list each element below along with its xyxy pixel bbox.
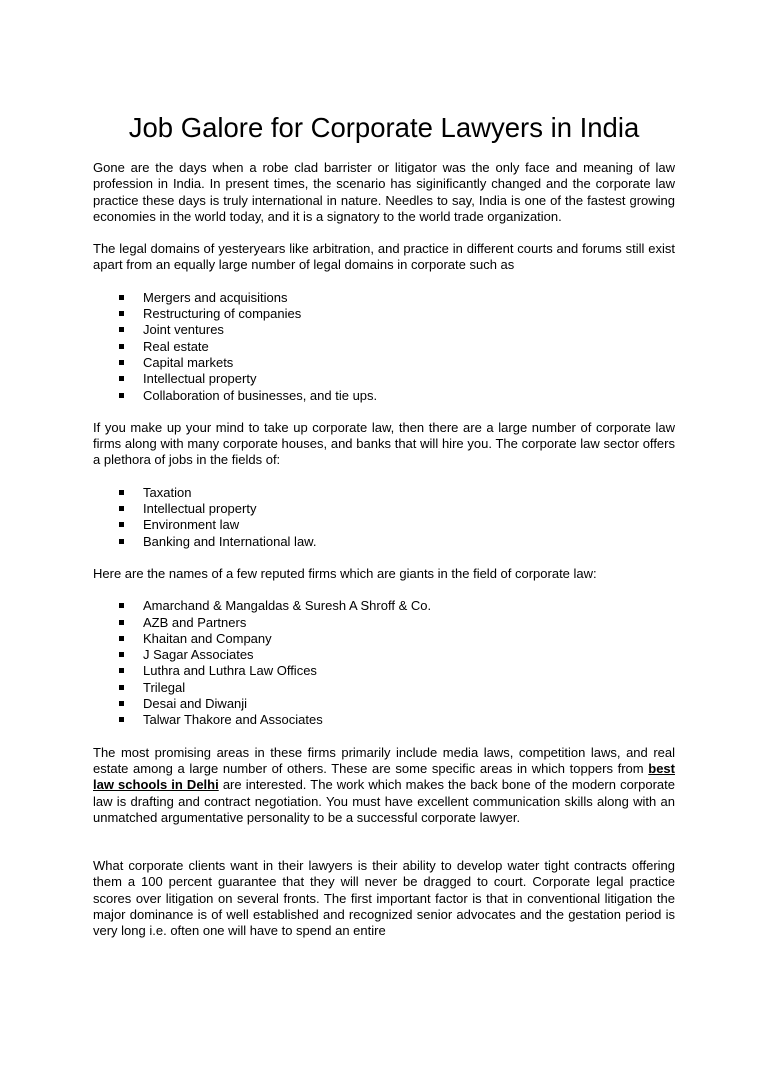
square-bullet-icon: [119, 311, 124, 316]
list-item: AZB and Partners: [93, 615, 675, 631]
square-bullet-icon: [119, 685, 124, 690]
clients-paragraph: What corporate clients want in their lawyers is their ability to develop water tight contracts offering them a 100 percent guarantee that they will never be dragged to court. Corporate legal practice scores over litigation on several fronts. The first important factor is that in conventional litigation the major dominance is of well established and recognized senior advocates and the gestation period is very long i.e. often one will have to spend an entire: [93, 858, 675, 939]
square-bullet-icon: [119, 636, 124, 641]
firms-list: [93, 598, 675, 728]
square-bullet-icon: [119, 620, 124, 625]
square-bullet-icon: [119, 376, 124, 381]
areas-paragraph: [93, 745, 675, 826]
list-item: Capital markets: [93, 355, 675, 371]
list-item: Amarchand & Mangaldas & Suresh A Shroff & Co.: [93, 598, 675, 614]
square-bullet-icon: [119, 295, 124, 300]
square-bullet-icon: [119, 701, 124, 706]
list-item: Mergers and acquisitions: [93, 290, 675, 306]
list-item: Environment law: [93, 517, 675, 533]
square-bullet-icon: [119, 539, 124, 544]
square-bullet-icon: [119, 668, 124, 673]
areas-text-start: The most promising areas in these firms primarily include media laws, competition laws, and real estate among a large number of others. These are some specific areas in which toppers from: [93, 744, 675, 776]
square-bullet-icon: [119, 522, 124, 527]
square-bullet-icon: [119, 652, 124, 657]
list-item: Joint ventures: [93, 322, 675, 338]
square-bullet-icon: [119, 506, 124, 511]
list-item: Intellectual property: [93, 371, 675, 387]
best-law-schools-link[interactable]: best law schools in Delhi: [93, 760, 675, 793]
list-item: Desai and Diwanji: [93, 696, 675, 712]
page-title: Job Galore for Corporate Lawyers in India: [128, 112, 640, 143]
list-item: Collaboration of businesses, and tie ups.: [93, 388, 675, 404]
firms-paragraph: Here are the names of a few reputed firms which are giants in the field of corporate law:: [93, 565, 597, 581]
intro-paragraph: Gone are the days when a robe clad barrister or litigator was the only face and meaning of law profession in India. In present times, the scenario has siginificantly changed and the corporate law practice these days is truly international in nature. Needles to say, India is one of the fastest growing economies in the world today, and it is a signatory to the world trade organization.: [93, 160, 675, 224]
list-item: Trilegal: [93, 680, 675, 696]
list-item: Luthra and Luthra Law Offices: [93, 663, 675, 679]
list-item: Khaitan and Company: [93, 631, 675, 647]
domains-list: [93, 290, 675, 404]
fields-list: [93, 485, 675, 550]
areas-text-end: are interested. The work which makes the back bone of the modern corporate law is drafting and contract negotiation. You must have excellent communication skills along with an unmatched argumentative personality to be a successful corporate lawyer.: [93, 777, 676, 825]
square-bullet-icon: [119, 327, 124, 332]
square-bullet-icon: [119, 360, 124, 365]
list-item: Banking and International law.: [93, 534, 675, 550]
document-page: [93, 110, 675, 956]
list-item: Real estate: [93, 339, 675, 355]
list-item: Talwar Thakore and Associates: [93, 712, 675, 728]
domains-paragraph: The legal domains of yesteryears like arbitration, and practice in different courts and forums still exist apart from an equally large number of legal domains in corporate such as: [93, 241, 675, 273]
square-bullet-icon: [119, 717, 124, 722]
list-item: J Sagar Associates: [93, 647, 675, 663]
list-item: Restructuring of companies: [93, 306, 675, 322]
list-item: Intellectual property: [93, 501, 675, 517]
list-item: Taxation: [93, 485, 675, 501]
career-paragraph: If you make up your mind to take up corporate law, then there are a large number of corporate law firms along with many corporate houses, and banks that will hire you. The corporate law sector offers a plethora of jobs in the fields of:: [93, 419, 675, 468]
square-bullet-icon: [119, 603, 124, 608]
square-bullet-icon: [119, 393, 124, 398]
square-bullet-icon: [119, 344, 124, 349]
square-bullet-icon: [119, 490, 124, 495]
